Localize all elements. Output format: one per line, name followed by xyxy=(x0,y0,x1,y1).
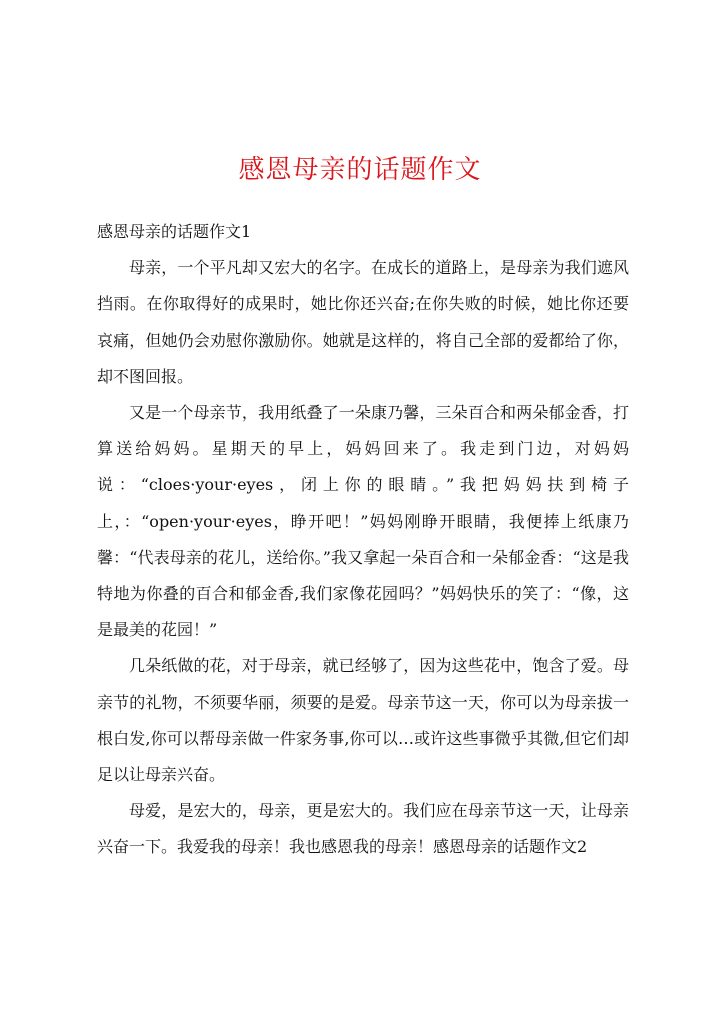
paragraph-4: 母爱，是宏大的，母亲，更是宏大的。我们应在母亲节这一天，让母亲兴奋一下。我爱我的母亲！我也感恩我的母亲！感恩母亲的话题作文2 xyxy=(97,801,629,857)
paragraph-2: 又是一个母亲节，我用纸叠了一朵康乃馨，三朵百合和两朵郁金香，打算送给妈妈。星期天的早上，妈妈回来了。我走到门边，对妈妈说：“cloes·your·eyes，闭上你的眼睛。”我把妈妈扶到椅子上，：“open·your·eyes，睁开吧！”妈妈刚睁开眼睛，我便捧上纸康乃馨：“代表母亲的花儿，送给你。”我又拿起一朵百合和一朵郁金香：“这是我特地为你叠的百合和郁金香,我们家像花园吗？”妈妈快乐的笑了：“像，这是最美的花园！” xyxy=(97,403,629,640)
document-title: 感恩母亲的话题作文 xyxy=(238,155,482,185)
document-body xyxy=(97,214,629,866)
paragraph-3: 几朵纸做的花，对于母亲，就已经够了，因为这些花中，饱含了爱。母亲节的礼物，不须要华丽，须要的是爱。母亲节这一天，你可以为母亲拔一根白发,你可以帮母亲做一件家务事,你可以…或许这些事微乎其微,但它们却足以让母亲兴奋。 xyxy=(97,656,629,785)
essay-subheading: 感恩母亲的话题作文1 xyxy=(97,222,252,241)
paragraph-1: 母亲，一个平凡却又宏大的名字。在成长的道路上，是母亲为我们遮风挡雨。在你取得好的成果时，她比你还兴奋;在你失败的时候，她比你还要哀痛，但她仍会劝慰你激励你。她就是这样的，将自己全部的爱都给了你，却不图回报。 xyxy=(97,258,629,386)
